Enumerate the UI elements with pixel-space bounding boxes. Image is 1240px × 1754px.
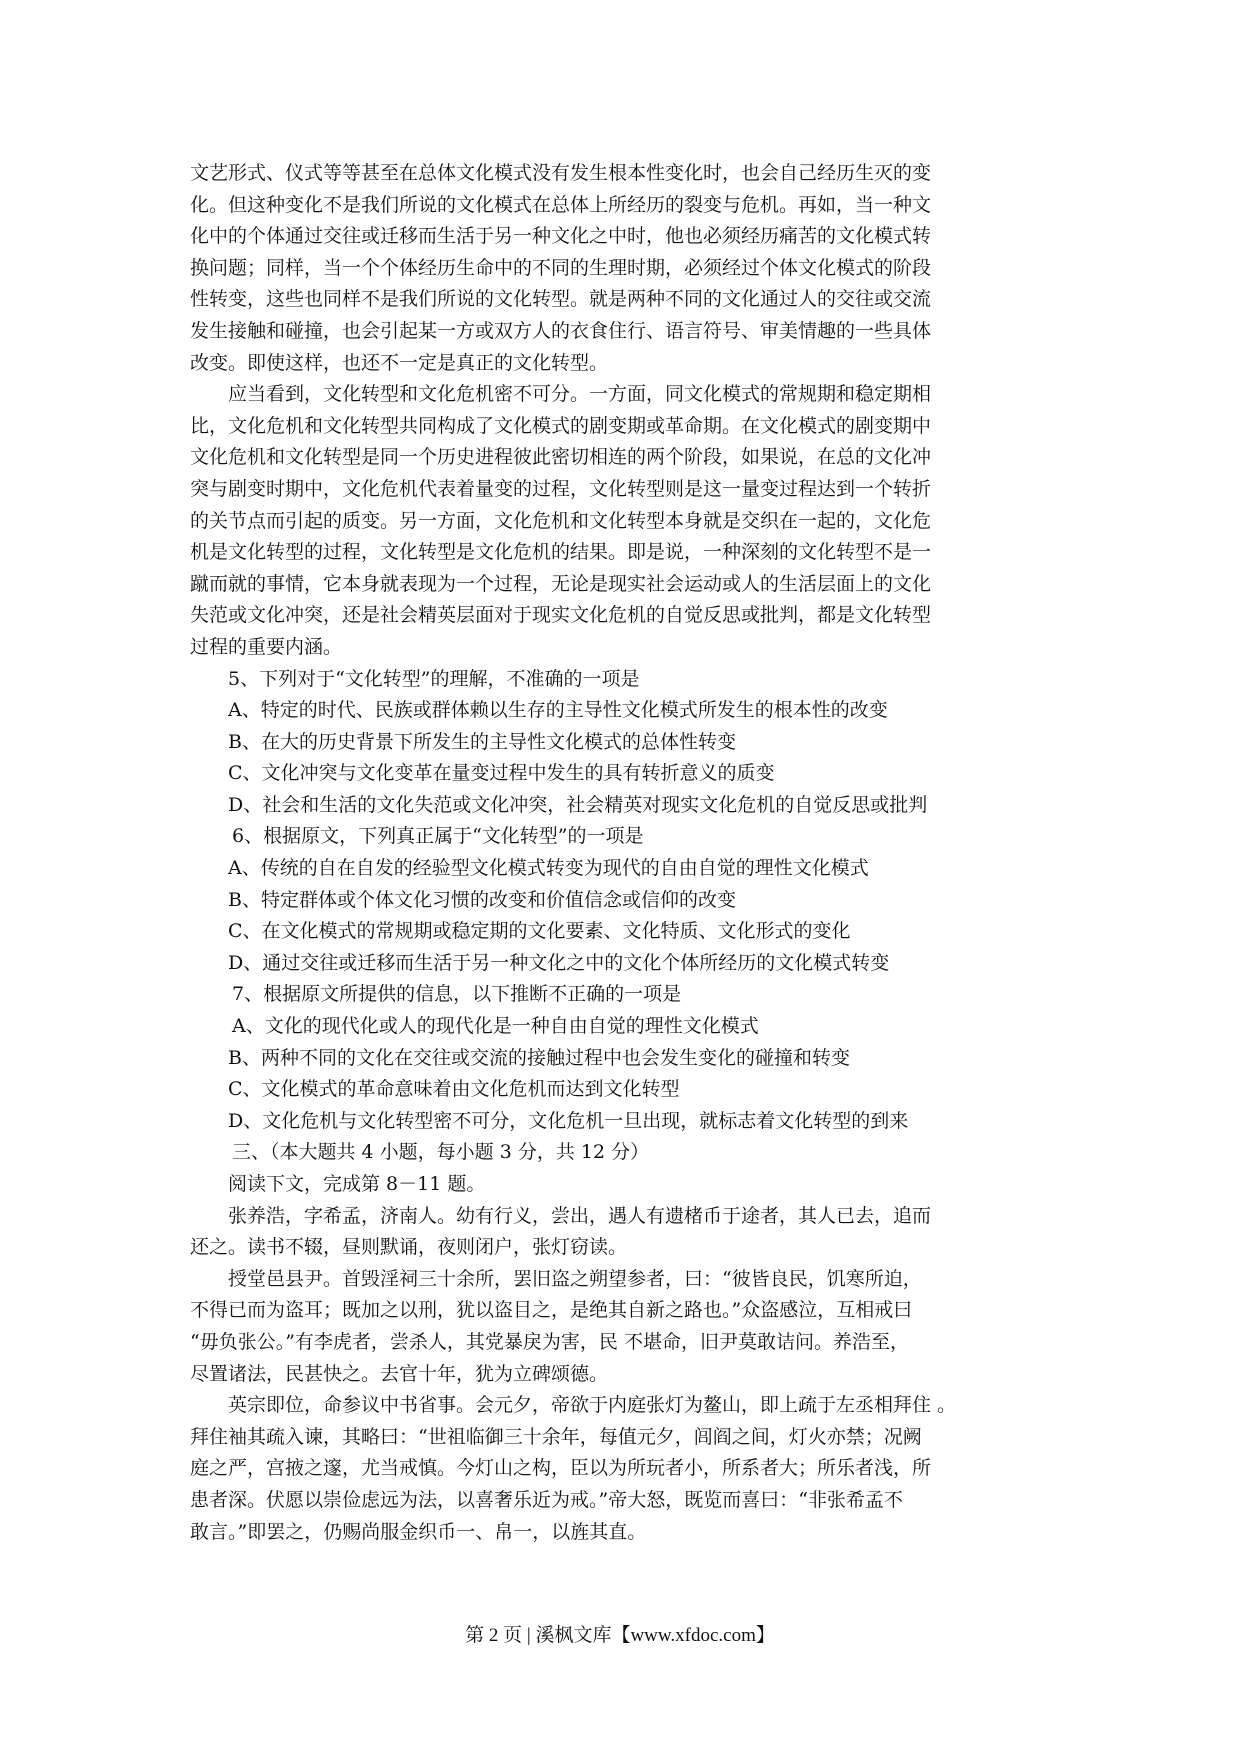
text-line: A、文化的现代化或人的现代化是一种自由自觉的理性文化模式 <box>232 1015 759 1038</box>
page-footer: 第 2 页 | 溪枫文库【www.xfdoc.com】 <box>465 1625 775 1646</box>
text-line: D、社会和生活的文化失范或文化冲突，社会精英对现实文化危机的自觉反思或批判 <box>228 793 928 816</box>
text-line: 尽置诸法，民甚快之。去官十年，犹为立碑颂德。 <box>190 1362 609 1385</box>
text-line: 发生接触和碰撞，也会引起某一方或双方人的衣食住行、语言符号、审美情趣的一些具体 <box>190 319 932 342</box>
text-line: 张养浩，字希孟，济南人。幼有行义，尝出，遇人有遗楮币于途者，其人已去，追而 <box>228 1204 932 1227</box>
text-line: C、文化模式的革命意味着由文化危机而达到文化转型 <box>228 1078 680 1101</box>
text-line: 文艺形式、仪式等等甚至在总体文化模式没有发生根本性变化时，也会自己经历生灭的变 <box>190 162 932 184</box>
text-line: 6、根据原文，下列真正属于“文化转型”的一项是 <box>232 825 644 848</box>
text-line: 比，文化危机和文化转型共同构成了文化模式的剧变期或革命期。在文化模式的剧变期中 <box>190 414 932 437</box>
text-line: B、特定群体或个体文化习惯的改变和价值信念或信仰的改变 <box>228 888 736 911</box>
text-line: D、文化危机与文化转型密不可分，文化危机一旦出现，就标志着文化转型的到来 <box>228 1109 909 1132</box>
text-line: 化中的个体通过交往或迁移而生活于另一种文化之中时，他也必须经历痛苦的文化模式转 <box>190 225 932 248</box>
text-line: 阅读下文，完成第 8－11 题。 <box>228 1173 486 1195</box>
text-line: B、在大的历史背景下所发生的主导性文化模式的总体性转变 <box>228 730 736 753</box>
text-line: 拜住袖其疏入谏，其略曰：“世祖临御三十余年，每值元夕，闾阎之间，灯火亦禁；况阙 <box>190 1425 922 1448</box>
text-line: 性转变，这些也同样不是我们所说的文化转型。就是两种不同的文化通过人的交往或交流 <box>190 288 932 311</box>
text-line: 文化危机和文化转型是同一个历史进程彼此密切相连的两个阶段，如果说，在总的文化冲 <box>190 446 932 469</box>
text-line: 英宗即位，命参议中书省事。会元夕，帝欲于内庭张灯为鳌山，即上疏于左丞相拜住 。 <box>228 1394 957 1417</box>
text-line: 三、（本大题共 4 小题，每小题 3 分，共 12 分） <box>232 1141 650 1164</box>
text-line: “毋负张公。”有李虎者，尝杀人，其党暴戾为害，民 不堪命，旧尹莫敢诘问。养浩至， <box>190 1330 909 1353</box>
text-line: 还之。读书不辍，昼则默诵，夜则闭户，张灯窃读。 <box>190 1236 628 1259</box>
text-line: 应当看到，文化转型和文化危机密不可分。一方面，同文化模式的常规期和稳定期相 <box>228 383 932 406</box>
text-line: C、文化冲突与文化变革在量变过程中发生的具有转折意义的质变 <box>228 762 775 785</box>
text-line: 突与剧变时期中，文化危机代表着量变的过程，文化转型则是这一量变过程达到一个转折 <box>190 477 932 500</box>
text-line: A、特定的时代、民族或群体赖以生存的主导性文化模式所发生的根本性的改变 <box>228 699 888 722</box>
text-line: 授堂邑县尹。首毁淫祠三十余所，罢旧盗之朔望参者，曰：“彼皆良民，饥寒所迫， <box>228 1267 922 1290</box>
text-line: 患者深。伏愿以崇俭虑远为法，以喜奢乐近为戒。”帝大怒，既览而喜曰：“非张希孟不 <box>190 1488 903 1511</box>
text-line: 过程的重要内涵。 <box>190 635 343 658</box>
text-line: D、通过交往或迁移而生活于另一种文化之中的文化个体所经历的文化模式转变 <box>228 951 890 974</box>
text-line: 换问题；同样，当一个个体经历生命中的不同的生理时期，必须经过个体文化模式的阶段 <box>190 256 932 279</box>
text-line: 敢言。”即罢之，仍赐尚服金织币一、帛一，以旌其直。 <box>190 1520 647 1543</box>
text-line: 化。但这种变化不是我们所说的文化模式在总体上所经历的裂变与危机。再如，当一种文 <box>190 193 932 216</box>
text-line: 5、下列对于“文化转型”的理解，不准确的一项是 <box>228 667 640 690</box>
document-body <box>190 158 1070 1548</box>
text-line: 不得已而为盗耳；既加之以刑，犹以盗目之，是绝其自新之路也。”众盗感泣，互相戒曰 <box>190 1299 913 1322</box>
text-line: 蹴而就的事情，它本身就表现为一个过程，无论是现实社会运动或人的生活层面上的文化 <box>190 572 932 595</box>
text-line: 庭之严，宫掖之邃，尤当戒慎。今灯山之构，臣以为所玩者小，所系者大；所乐者浅，所 <box>190 1457 932 1480</box>
text-line: C、在文化模式的常规期或稳定期的文化要素、文化特质、文化形式的变化 <box>228 920 851 943</box>
text-line: 机是文化转型的过程，文化转型是文化危机的结果。即是说，一种深刻的文化转型不是一 <box>190 541 932 564</box>
text-line: 的关节点而引起的质变。另一方面，文化危机和文化转型本身就是交织在一起的，文化危 <box>190 509 932 532</box>
text-line: 改变。即使这样，也还不一定是真正的文化转型。 <box>190 351 609 374</box>
text-line: A、传统的自在自发的经验型文化模式转变为现代的自由自觉的理性文化模式 <box>228 857 869 880</box>
text-line: 失范或文化冲突，还是社会精英层面对于现实文化危机的自觉反思或批判，都是文化转型 <box>190 604 932 627</box>
text-line: 7、根据原文所提供的信息，以下推断不正确的一项是 <box>232 983 682 1006</box>
text-line: B、两种不同的文化在交往或交流的接触过程中也会发生变化的碰撞和转变 <box>228 1046 850 1069</box>
